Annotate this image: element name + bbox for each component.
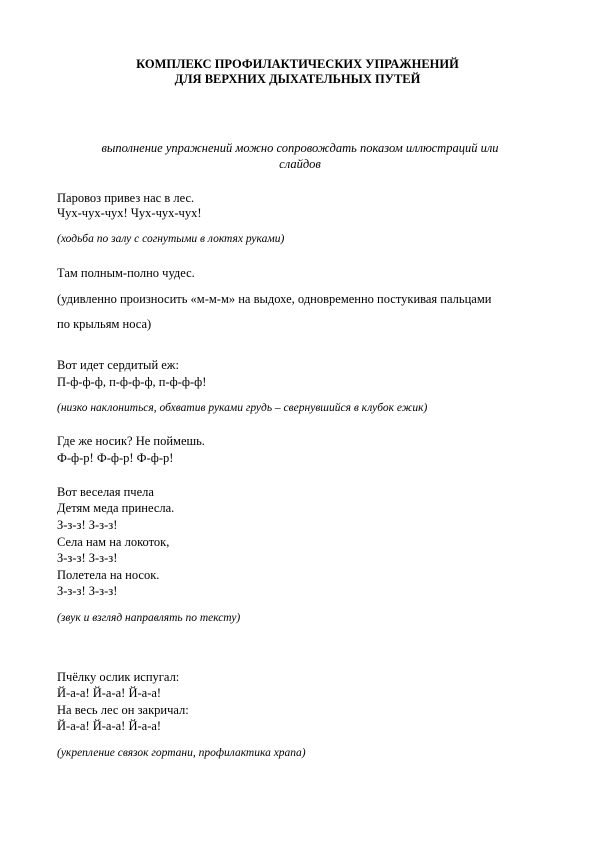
stanza5-note: (звук и взгляд направлять по тексту) <box>57 612 241 624</box>
stanza5-line-3: З-з-з! З-з-з! <box>57 518 118 532</box>
stanza5-line-2: Детям меда принесла. <box>57 501 175 515</box>
stanza3-line-1: Вот идет сердитый еж: <box>57 358 179 372</box>
stanza6-line-3: На весь лес он закричал: <box>57 703 189 717</box>
stanza3-note: (низко наклониться, обхватив руками грудь – свернувшийся в клубок ежик) <box>57 402 428 414</box>
stanza2-note-line-1: (удивленно произносить «м-м-м» на выдохе, одновременно постукивая пальцами <box>57 292 492 306</box>
stanza3-line-2: П-ф-ф-ф, п-ф-ф-ф, п-ф-ф-ф! <box>57 375 207 389</box>
stanza6-line-1: Пчёлку ослик испугал: <box>57 670 180 684</box>
stanza5-line-5: З-з-з! З-з-з! <box>57 551 118 565</box>
stanza4-line-1: Где же носик? Не поймешь. <box>57 434 205 448</box>
stanza2-line-1: Там полным-полно чудес. <box>57 266 195 280</box>
stanza5-line-7: З-з-з! З-з-з! <box>57 584 118 598</box>
stanza1-line-1: Паровоз привез нас в лес. <box>57 191 195 205</box>
stanza2-note-line-2: по крыльям носа) <box>57 317 152 331</box>
stanza4-line-2: Ф-ф-р! Ф-ф-р! Ф-ф-р! <box>57 451 174 465</box>
document-title-line-2: ДЛЯ ВЕРХНИХ ДЫХАТЕЛЬНЫХ ПУТЕЙ <box>174 72 421 86</box>
document-title-line-1: КОМПЛЕКС ПРОФИЛАКТИЧЕСКИХ УПРАЖНЕНИЙ <box>136 57 459 71</box>
subtitle-line-1: выполнение упражнений можно сопровождать показом иллюстраций или <box>101 141 499 155</box>
stanza5-line-1: Вот веселая пчела <box>57 485 154 499</box>
subtitle-line-2: слайдов <box>279 157 321 171</box>
stanza1-line-2: Чух-чух-чух! Чух-чух-чух! <box>57 206 202 220</box>
stanza6-line-2: Й-а-а! Й-а-а! Й-а-а! <box>57 686 162 700</box>
stanza6-line-4: Й-а-а! Й-а-а! Й-а-а! <box>57 719 162 733</box>
stanza5-line-4: Села нам на локоток, <box>57 535 170 549</box>
stanza1-note: (ходьба по залу с согнутыми в локтях руками) <box>57 233 285 245</box>
stanza5-line-6: Полетела на носок. <box>57 568 160 582</box>
stanza6-note: (укрепление связок гортани, профилактика храпа) <box>57 747 306 759</box>
